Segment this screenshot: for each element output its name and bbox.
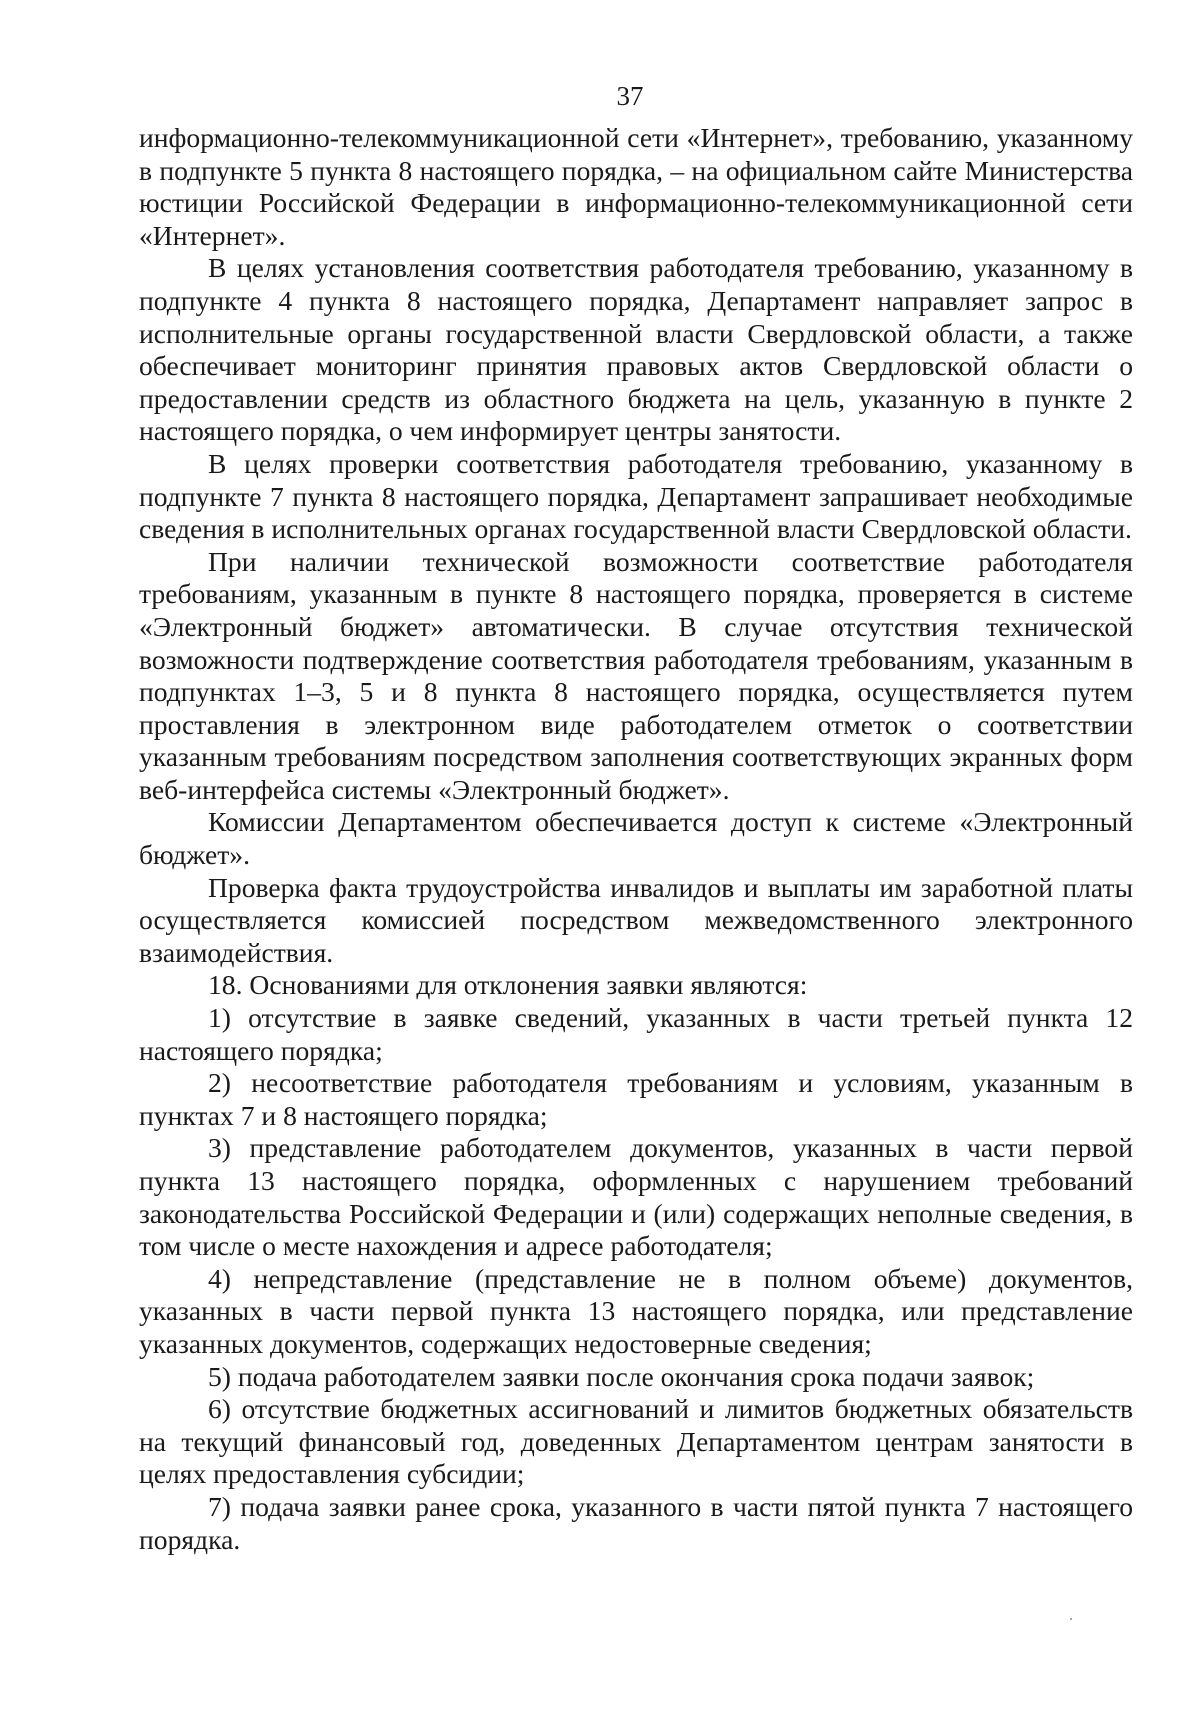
document-body [139,122,1133,1556]
paragraph: В целях установления соответствия работодателя требованию, указанному в подпункте 4 пункта 8 настоящего порядка, Департамент направляет запрос в исполнительные органы государственной власти Свердловской области, а также обеспечивает мониторинг принятия правовых актов Свердловской области о предоставлении средств из областного бюджета на цель, указанную в пункте 2 настоящего порядка, о чем информирует центры занятости. [139,252,1133,447]
page-number: 37 [616,81,644,111]
list-item: 1) отсутствие в заявке сведений, указанных в части третьей пункта 12 настоящего порядка; [139,1002,1133,1066]
paragraph: Проверка факта трудоустройства инвалидов и выплаты им заработной платы осуществляется комиссией посредством межведомственного электронного взаимодействия. [139,871,1133,968]
list-item: 3) представление работодателем документов, указанных в части первой пункта 13 настоящего порядка, оформленных с нарушением требований законодательства Российской Федерации и (или) содержащих неполные сведения, в том числе о месте нахождения и адресе работодателя; [139,1132,1133,1262]
paragraph-continuation: информационно-телекоммуникационной сети «Интернет», требованию, указанному в подпункте 5 пункта 8 настоящего порядка, – на официальном сайте Министерства юстиции Российской Федерации в информационно-телекоммуникационной сети «Интернет». [139,122,1133,251]
list-item: 6) отсутствие бюджетных ассигнований и лимитов бюджетных обязательств на текущий финансовый год, доведенных Департаментом центрам занятости в целях предоставления субсидии; [139,1393,1133,1490]
paragraph: При наличии технической возможности соответствие работодателя требованиям, указанным в пункте 8 настоящего порядка, проверяется в системе «Электронный бюджет» автоматически. В случае отсутствия технической возможности подтверждение соответствия работодателя требованиям, указанным в подпунктах 1–3, 5 и 8 пункта 8 настоящего порядка, осуществляется путем проставления в электронном виде работодателем отметок о соответствии указанным требованиям посредством заполнения соответствующих экранных форм веб-интерфейса системы «Электронный бюджет». [139,545,1133,805]
paragraph: В целях проверки соответствия работодателя требованию, указанному в подпункте 7 пункта 8 настоящего порядка, Департамент запрашивает необходимые сведения в исполнительных органах государственной власти Свердловской области. [139,447,1133,545]
list-item: 4) непредставление (представление не в полном объеме) документов, указанных в части первой пункта 13 настоящего порядка, или представление указанных документов, содержащих недостоверные сведения; [139,1262,1133,1359]
scan-artifact-dot [1070,1618,1072,1620]
list-item: 2) несоответствие работодателя требованиям и условиям, указанным в пунктах 7 и 8 настоящего порядка; [139,1067,1133,1131]
list-item: 5) подача работодателем заявки после окончания срока подачи заявок; [208,1360,1035,1392]
section-heading-18: 18. Основаниями для отклонения заявки являются: [208,969,808,1001]
paragraph: Комиссии Департаментом обеспечивается доступ к системе «Электронный бюджет». [139,806,1133,871]
list-item: 7) подача заявки ранее срока, указанного в части пятой пункта 7 настоящего порядка. [139,1490,1133,1555]
